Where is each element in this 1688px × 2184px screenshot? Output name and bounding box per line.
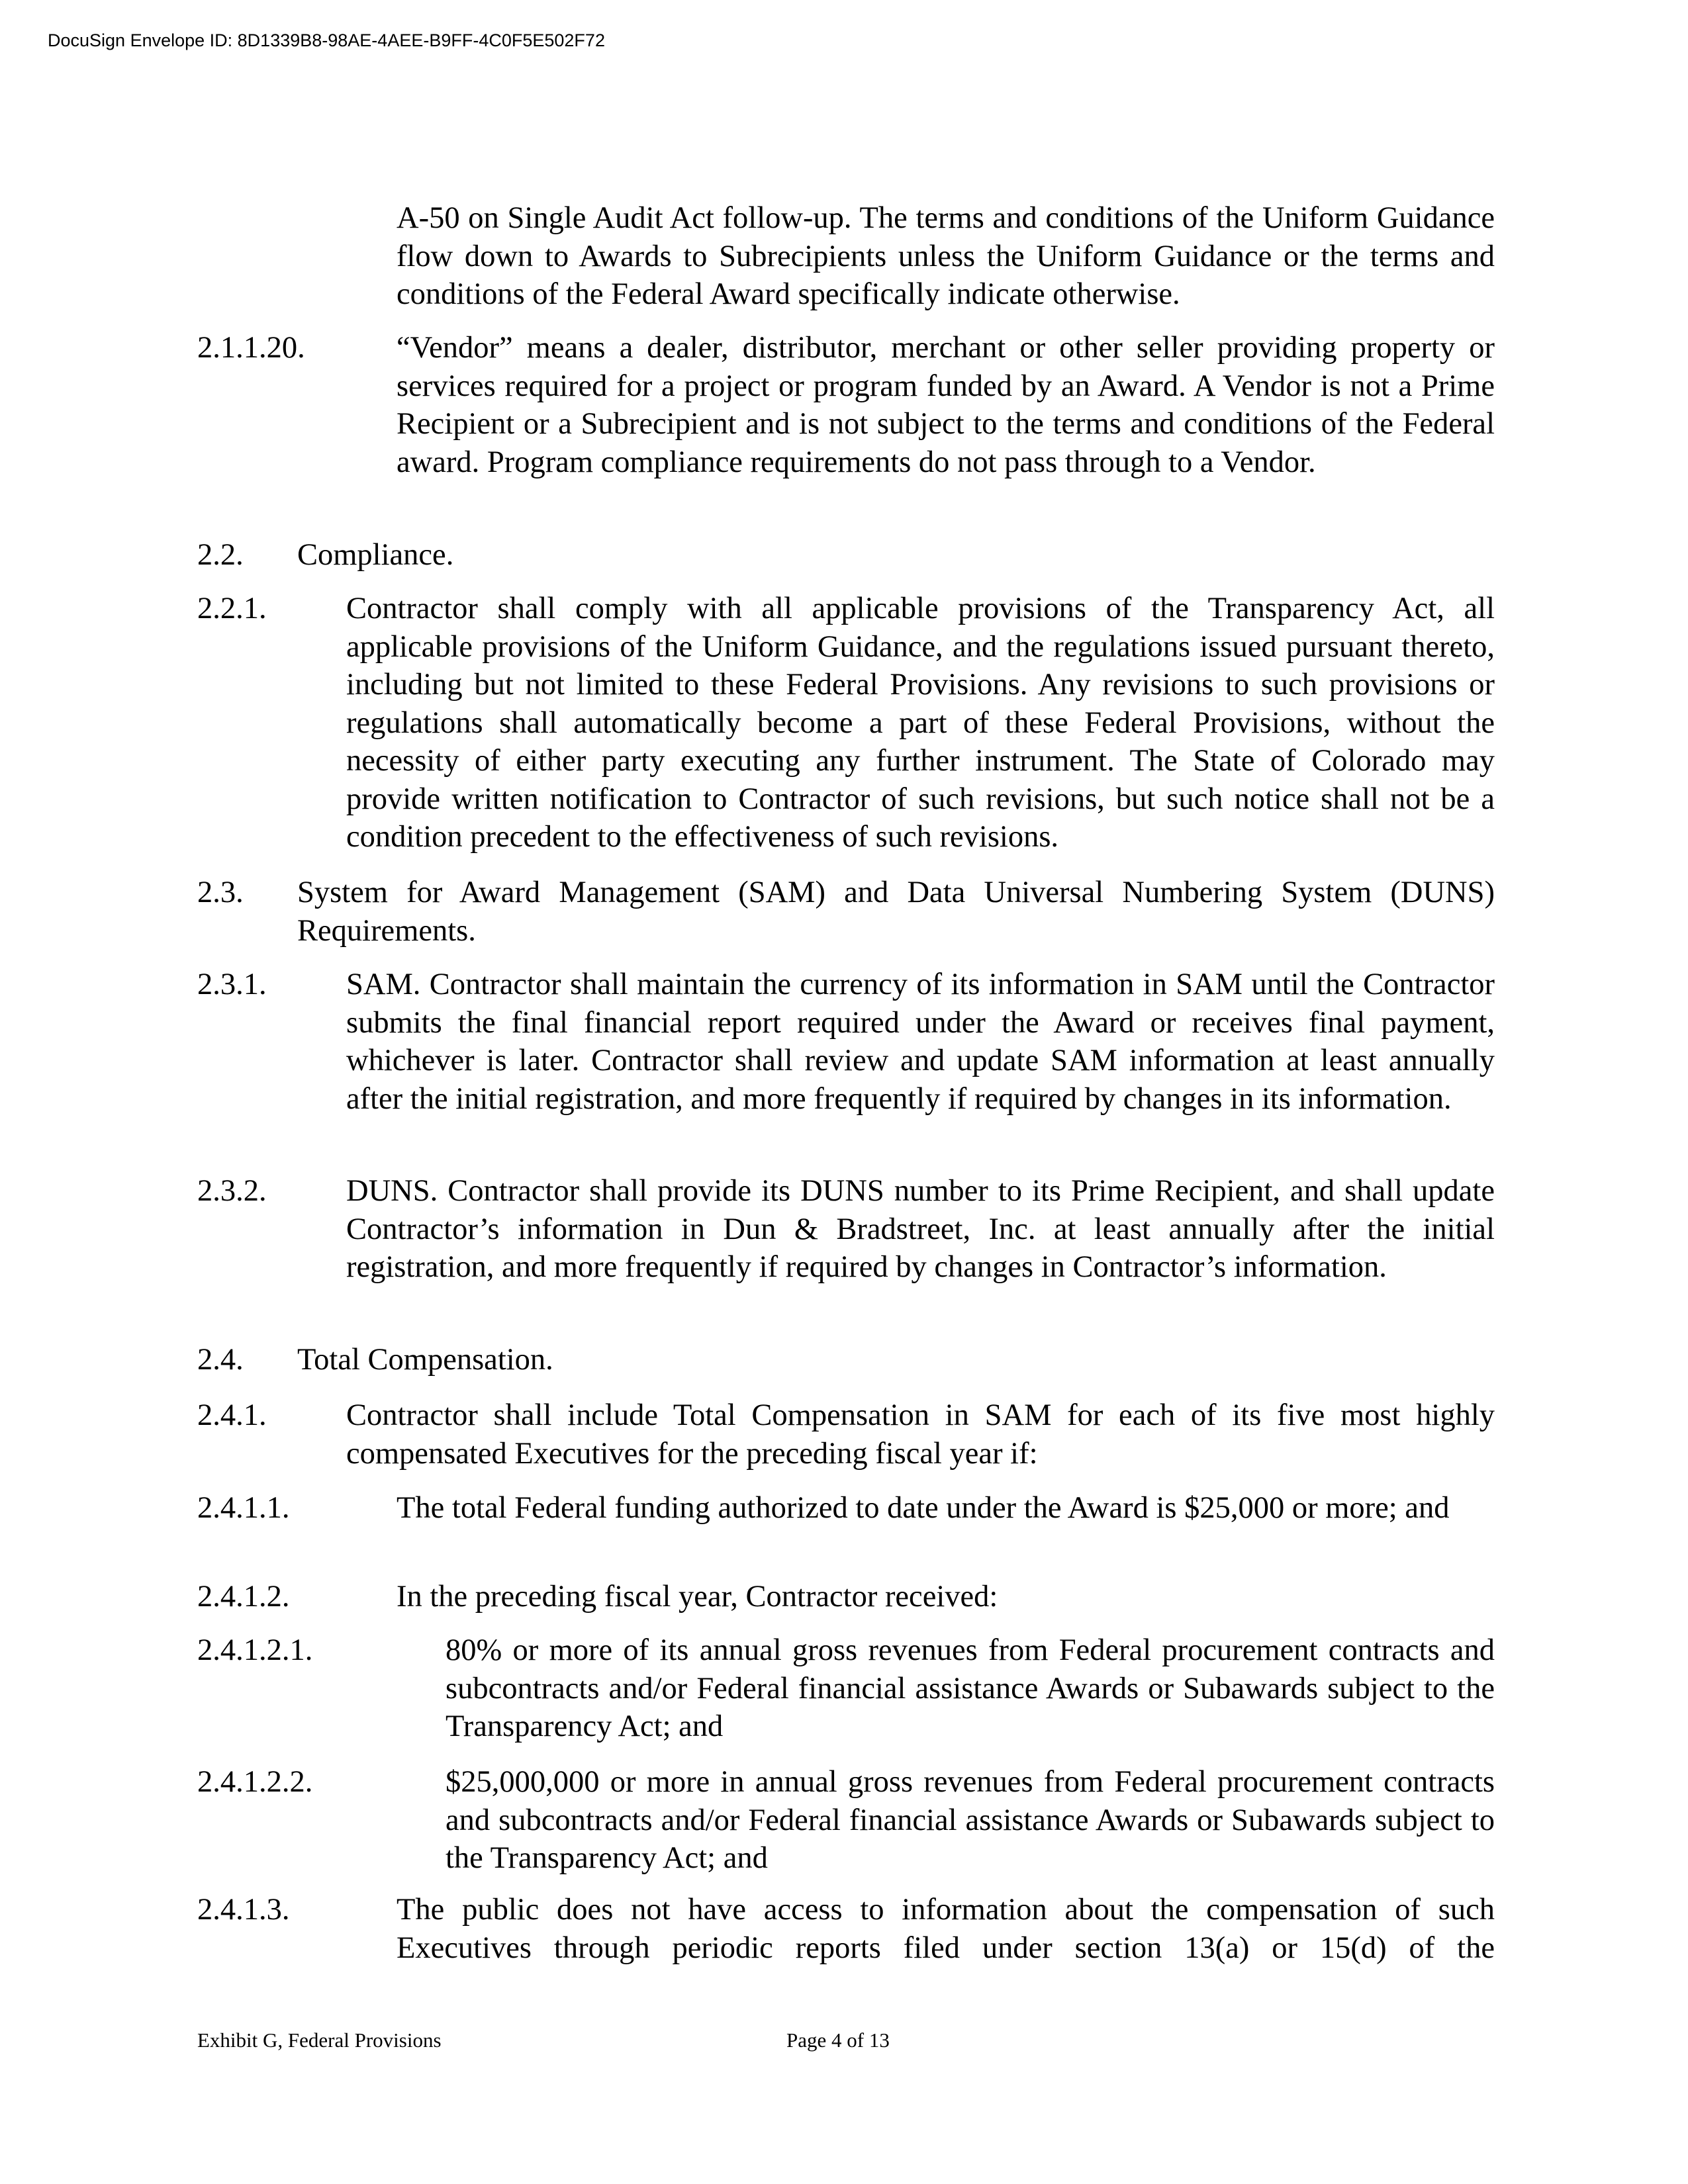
paragraph-text: Contractor shall comply with all applicable provisions of the Transparency Act, all applicable provisions of the Uniform Guidance, and the regulations issued pursuant thereto, including but not limited to these Federal Provisions. Any revisions to such provisions or regulations shall automatically become a part of these Federal Provisions, without the necessity of either party executing any further instrument. The State of Colorado may provide written notification to Contractor of such revisions, but such notice shall not be a condition precedent to the effectiveness of such revisions. bbox=[346, 592, 1495, 854]
paragraph-text: “Vendor” means a dealer, distributor, merchant or other seller providing property or services required for a project or program funded by an Award. A Vendor is not a Prime Recipient or a Subrecipient and is not subject to the terms and conditions of the Federal award. Program compliance requirements do not pass through to a Vendor. bbox=[397, 331, 1495, 479]
section-2-2-1-text bbox=[346, 590, 1495, 856]
paragraph-text: A-50 on Single Audit Act follow-up. The terms and conditions of the Uniform Guidance flow down to Awards to Subrecipients unless the Uniform Guidance or the terms and conditions of the Federal Award specifically indicate otherwise. bbox=[397, 201, 1495, 311]
section-number: 2.3.1. bbox=[197, 968, 267, 1001]
section-2-3-1-text bbox=[346, 966, 1495, 1118]
section-number: 2.4.1.2. bbox=[197, 1580, 290, 1614]
section-2-3-2-text bbox=[346, 1172, 1495, 1287]
section-2-4-1-2-text bbox=[397, 1578, 1495, 1616]
paragraph-text: $25,000,000 or more in annual gross revenues from Federal procurement contracts and subcontracts and/or Federal financial assistance Awards or Subawards subject to the Transparency Act; and bbox=[445, 1765, 1495, 1875]
paragraph-text: SAM. Contractor shall maintain the currency of its information in SAM until the Contractor submits the final financial report required under the Award or receives final payment, whichever is later. Contractor shall review and update SAM information at least annually after the initial registration, and more frequently if required by changes in its information. bbox=[346, 968, 1495, 1116]
section-2-3-heading bbox=[297, 874, 1495, 950]
heading-text: Compliance. bbox=[297, 538, 454, 572]
section-2-1-1-20-text bbox=[397, 329, 1495, 481]
section-number: 2.3.2. bbox=[197, 1174, 267, 1208]
heading-text: Total Compensation. bbox=[297, 1343, 553, 1377]
section-number: 2.3. bbox=[197, 876, 244, 909]
section-2-4-heading bbox=[297, 1341, 1495, 1379]
section-number: 2.2.1. bbox=[197, 592, 267, 625]
paragraph-text: The total Federal funding authorized to date under the Award is $25,000 or more; and bbox=[397, 1491, 1450, 1525]
section-number: 2.4.1.1. bbox=[197, 1491, 290, 1525]
section-number: 2.4.1.3. bbox=[197, 1893, 290, 1927]
section-2-4-1-2-1-text bbox=[445, 1631, 1495, 1746]
paragraph-text: The public does not have access to information about the compensation of such Executives through periodic reports filed under section 13(a) or 15(d) of the bbox=[397, 1893, 1495, 1965]
section-2-4-1-1-text bbox=[397, 1489, 1495, 1527]
section-number: 2.4.1. bbox=[197, 1398, 267, 1432]
section-number: 2.2. bbox=[197, 538, 244, 572]
section-2-4-1-text bbox=[346, 1396, 1495, 1473]
section-2-4-1-2-2-text bbox=[445, 1763, 1495, 1878]
paragraph-continuation bbox=[397, 199, 1495, 314]
paragraph-text: Contractor shall include Total Compensation in SAM for each of its five most highly compensated Executives for the preceding fiscal year if: bbox=[346, 1398, 1495, 1471]
docusign-envelope-id: DocuSign Envelope ID: 8D1339B8-98AE-4AEE-B9FF-4C0F5E502F72 bbox=[48, 30, 605, 50]
heading-text: System for Award Management (SAM) and Data Universal Numbering System (DUNS) Requirements. bbox=[297, 876, 1495, 948]
section-2-2-heading bbox=[297, 536, 1495, 574]
section-2-4-1-3-text bbox=[397, 1891, 1495, 1967]
paragraph-text: 80% or more of its annual gross revenues from Federal procurement contracts and subcontracts and/or Federal financial assistance Awards or Subawards subject to the Transparency Act; and bbox=[445, 1633, 1495, 1743]
section-number: 2.4.1.2.1. bbox=[197, 1633, 313, 1667]
section-number: 2.4. bbox=[197, 1343, 244, 1377]
paragraph-text: In the preceding fiscal year, Contractor received: bbox=[397, 1580, 998, 1614]
paragraph-text: DUNS. Contractor shall provide its DUNS number to its Prime Recipient, and shall update Contractor’s information in Dun & Bradstreet, Inc. at least annually after the initial registration, and more frequently if required by changes in Contractor’s information. bbox=[346, 1174, 1495, 1284]
footer-exhibit-label: Exhibit G, Federal Provisions bbox=[197, 2028, 442, 2052]
section-number: 2.4.1.2.2. bbox=[197, 1765, 313, 1799]
footer-page-number: Page 4 of 13 bbox=[786, 2028, 890, 2052]
section-number: 2.1.1.20. bbox=[197, 331, 305, 365]
